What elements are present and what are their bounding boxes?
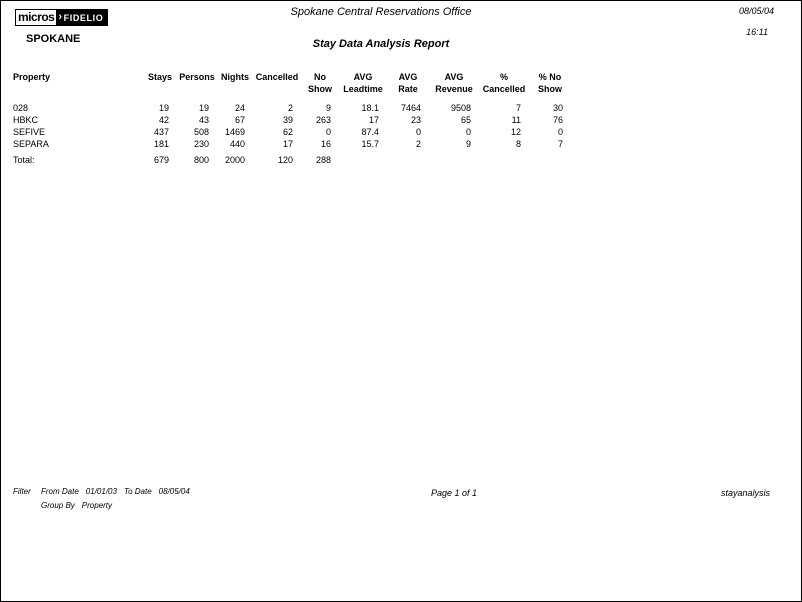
office-title: Spokane Central Reservations Office [290,6,472,18]
cell-avg-revenue: 9 [465,139,471,149]
logo-micros-text: micros [15,9,57,26]
cell-stays: 19 [158,103,169,113]
table-total-row [13,150,571,166]
cell-nights: 440 [229,139,245,149]
cell-property: HBKC [13,115,39,125]
col-header-pct-cancelled: % Cancelled [482,72,526,94]
table-row [13,102,571,114]
total-no-show: 288 [315,155,331,165]
cell-avg-revenue: 65 [460,115,471,125]
total-cancelled: 120 [277,155,293,165]
group-by [41,501,119,510]
cell-stays: 42 [158,115,169,125]
col-header-avg-leadtime: AVG Leadtime [343,72,383,94]
logo-fidelio-text: FIDELIO [63,12,104,23]
cell-property: 028 [13,103,29,113]
cell-property: SEFIVE [13,127,46,137]
col-header-persons: Persons [179,72,215,82]
cell-nights: 1469 [224,127,245,137]
cell-stays: 181 [153,139,169,149]
cell-cancelled: 39 [282,115,293,125]
cell-pct-no-show: 7 [557,139,563,149]
col-header-no-show: No Show [308,72,332,94]
report-id: stayanalysis [720,488,770,498]
table-row [13,126,571,138]
total-nights: 2000 [224,155,245,165]
cell-avg-revenue: 0 [465,127,471,137]
cell-cancelled: 17 [282,139,293,149]
stay-data-table [13,71,571,166]
from-date-label: From Date [41,487,79,496]
cell-pct-cancelled: 12 [510,127,521,137]
cell-pct-no-show: 0 [557,127,563,137]
page-number: Page 1 of 1 [431,488,478,498]
from-date-value: 01/01/03 [85,487,117,496]
col-header-pct-no-show: % No Show [538,72,562,94]
filter-label: Filter [13,487,31,496]
report-date: 08/05/04 [738,6,774,16]
cell-nights: 67 [234,115,245,125]
cell-avg-rate: 23 [410,115,421,125]
filter-dates [41,487,197,496]
spacer-row [13,95,571,102]
cell-avg-revenue: 9508 [450,103,471,113]
cell-avg-rate: 7464 [400,103,421,113]
table-row [13,114,571,126]
cell-persons: 19 [198,103,209,113]
cell-no-show: 0 [325,127,331,137]
cell-avg-leadtime: 17 [368,115,379,125]
total-persons: 800 [193,155,209,165]
cell-no-show: 16 [320,139,331,149]
cell-cancelled: 62 [282,127,293,137]
group-by-label: Group By [41,501,75,510]
col-header-property: Property [13,72,51,82]
cell-nights: 24 [234,103,245,113]
table-header-row [13,71,571,95]
report-time: 16:11 [746,27,768,37]
cell-pct-cancelled: 11 [511,115,521,125]
total-label: Total: [13,155,35,165]
cell-no-show: 9 [325,103,331,113]
cell-property: SEPARA [13,139,49,149]
total-stays: 679 [153,155,169,165]
cell-avg-rate: 0 [415,127,421,137]
group-by-value: Property [81,501,113,510]
to-date-label: To Date [123,487,152,496]
col-header-nights: Nights [221,72,249,82]
col-header-avg-rate: AVG Rate [398,72,418,94]
property-name: SPOKANE [26,33,81,45]
cell-cancelled: 2 [287,103,293,113]
cell-persons: 508 [193,127,209,137]
report-title: Stay Data Analysis Report [312,38,450,50]
cell-avg-rate: 2 [415,139,421,149]
cell-pct-no-show: 76 [552,115,563,125]
cell-no-show: 263 [315,115,331,125]
cell-avg-leadtime: 87.4 [361,127,379,137]
cell-pct-cancelled: 8 [515,139,521,149]
cell-persons: 43 [198,115,209,125]
col-header-cancelled: Cancelled [255,72,299,82]
col-header-stays: Stays [147,72,173,82]
table-row [13,138,571,150]
cell-stays: 437 [153,127,169,137]
cell-avg-leadtime: 15.7 [361,139,379,149]
chevron-right-icon: › [58,11,63,23]
cell-persons: 230 [193,139,209,149]
cell-pct-cancelled: 7 [515,103,521,113]
col-header-avg-revenue: AVG Revenue [435,72,473,94]
to-date-value: 08/05/04 [158,487,190,496]
cell-avg-leadtime: 18.1 [361,103,379,113]
cell-pct-no-show: 30 [552,103,563,113]
